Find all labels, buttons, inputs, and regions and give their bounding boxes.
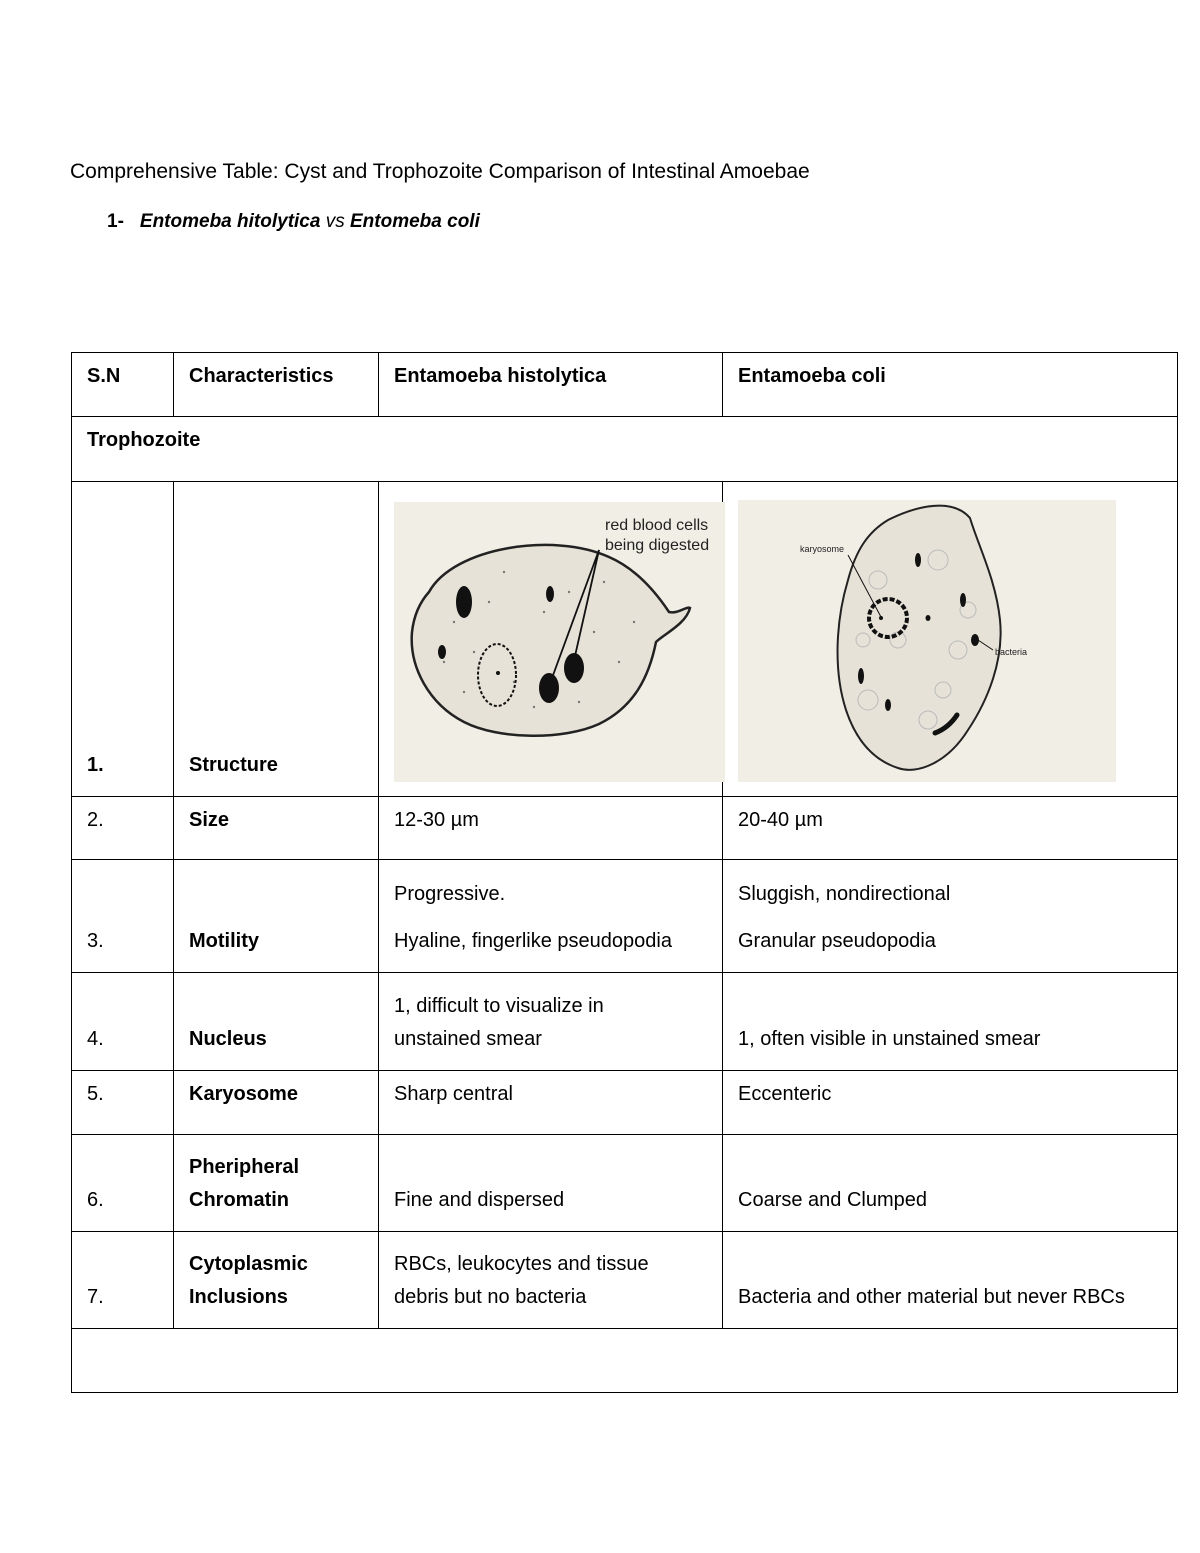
histolytica-nucleus-line2: unstained smear [394,1028,542,1050]
table-row [72,482,1178,797]
row-coli: 1, often visible in unstained smear [723,973,1178,1071]
row-characteristic: Nucleus [174,973,379,1071]
header-histolytica: Entamoeba histolytica [379,353,723,417]
row-characteristic [174,1135,379,1232]
row-characteristic: Motility [174,860,379,973]
coli-motility-line2: Granular pseudopodia [738,930,936,952]
table-row [72,797,1178,860]
row-sn: 7. [72,1232,174,1329]
header-sn: S.N [72,353,174,417]
row-coli: Eccenteric [723,1071,1178,1135]
row-histolytica: Sharp central [379,1071,723,1135]
table-row [72,1135,1178,1232]
subtitle [107,209,480,235]
histolytica-motility-line1: Progressive. [394,883,506,905]
characteristic-line1: Pheripheral [189,1156,300,1178]
section-trophozoite: Trophozoite [72,417,1178,482]
row-coli: Coarse and Clumped [723,1135,1178,1232]
document-title: Comprehensive Table: Cyst and Trophozoite Comparison of Intestinal Amoebae [70,160,810,183]
row-histolytica: Fine and dispersed [379,1135,723,1232]
characteristic-line2: Chromatin [189,1189,289,1211]
table-row [72,1232,1178,1329]
subtitle-vs: vs [325,211,345,232]
row-sn: 5. [72,1071,174,1135]
row-sn: 3. [72,860,174,973]
row-histolytica [379,973,723,1071]
row-characteristic: Size [174,797,379,860]
table-row [72,1071,1178,1135]
histolytica-motility-line2: Hyaline, fingerlike pseudopodia [394,930,672,952]
subtitle-species-a: Entomeba hitolytica [139,211,321,232]
table-row [72,973,1178,1071]
subtitle-number: 1- [107,211,124,232]
comparison-table [71,352,1178,1393]
row-characteristic: Structure [174,482,379,797]
subtitle-species-b: Entomeba coli [350,211,480,232]
row-characteristic [174,1232,379,1329]
row-coli [723,860,1178,973]
table-header-row [72,353,1178,417]
row-coli: Bacteria and other material but never RBCs [723,1232,1178,1329]
row-characteristic: Karyosome [174,1071,379,1135]
row-sn: 1. [72,482,174,797]
characteristic-line1: Cytoplasmic [189,1253,308,1275]
row-sn: 4. [72,973,174,1071]
header-coli: Entamoeba coli [723,353,1178,417]
figure-label-karyosome: karyosome [800,544,845,554]
header-characteristics: Characteristics [174,353,379,417]
characteristic-line2: Inclusions [189,1286,288,1308]
coli-trophozoite-figure [738,500,1116,782]
row-coli: 20-40 µm [723,797,1178,860]
section-row [72,417,1178,482]
table-row [72,860,1178,973]
figure-label-bacteria: bacteria [995,647,1028,657]
histolytica-trophozoite-figure [394,502,725,782]
coli-motility-line1: Sluggish, nondirectional [738,883,951,905]
histolytica-inclusions-line2: debris but no bacteria [394,1286,587,1308]
histolytica-inclusions-line1: RBCs, leukocytes and tissue [394,1253,649,1275]
empty-cell [72,1329,1178,1393]
coli-figure-cell [723,482,1178,797]
figure-label-digested: being digested [605,537,710,554]
row-histolytica [379,860,723,973]
histolytica-nucleus-line1: 1, difficult to visualize in [394,995,604,1017]
row-histolytica [379,1232,723,1329]
row-sn: 6. [72,1135,174,1232]
histolytica-figure-cell [379,482,723,797]
row-sn: 2. [72,797,174,860]
row-histolytica: 12-30 µm [379,797,723,860]
figure-label-rbc: red blood cells [605,517,709,534]
empty-row [72,1329,1178,1393]
